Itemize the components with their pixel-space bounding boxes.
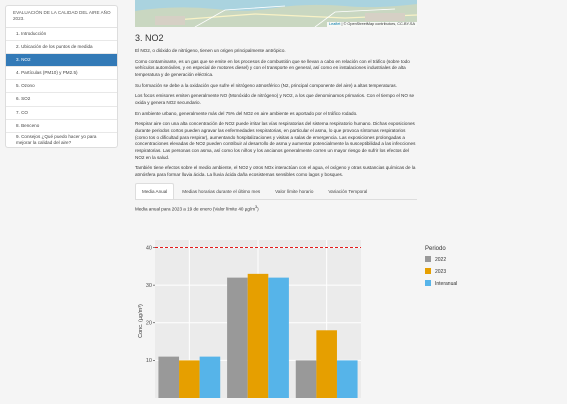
- toc-item[interactable]: 5. Ozono: [6, 80, 117, 93]
- bar-2022: [158, 357, 179, 398]
- tab-media-anual[interactable]: Media Anual: [135, 183, 174, 199]
- chart-tabs: [135, 183, 417, 200]
- bar-interanual: [268, 278, 289, 398]
- table-of-contents: [5, 5, 118, 148]
- osm-attribution: | © OpenStreetMap contributors, CC-BY-SA: [341, 21, 415, 26]
- y-tick-label: 20: [145, 320, 152, 327]
- legend-label: 2022: [435, 257, 447, 263]
- chart-caption: [135, 205, 417, 213]
- toc-item[interactable]: 4. Partículas (PM10) y PM2.5): [6, 67, 117, 80]
- toc-item[interactable]: 3. NO2: [6, 54, 117, 67]
- legend-key: [425, 256, 431, 262]
- bar-2022: [296, 360, 317, 398]
- tab-valor-limite-horario[interactable]: Valor límite horario: [275, 188, 314, 194]
- toc-item[interactable]: 1. Introducción: [6, 28, 117, 41]
- tab-variacion-temporal[interactable]: Variación Temporal: [328, 188, 368, 194]
- legend-title: Periodo: [425, 246, 446, 252]
- bar-interanual: [200, 357, 221, 398]
- y-tick-label: 40: [145, 245, 152, 252]
- y-tick-label: 10: [145, 358, 152, 365]
- y-tick-label: 30: [145, 282, 152, 289]
- bar-interanual: [337, 360, 358, 398]
- toc-item[interactable]: 7. CO: [6, 107, 117, 120]
- legend-key: [425, 280, 431, 286]
- paragraph: Respirar aire con una alta concentración de NO2 puede irritar las vías respiratorias del sistema respiratorio humano. Dichas exposiciones durante periodos cortos pueden agravar las enfermedades respiratorias, en particular el asma, lo que provoca síntomas respiratorios (como tos o dificultad para respirar), aumentando hospitalizaciones y visitas a salas de emergencia. Las exposiciones prolongadas a concentraciones elevadas de NO2 pueden contribuir al desarrollo de asma y aumentar potencialmente la susceptibilidad a las infecciones respiratorias. Las personas con asma, así como los niños y los ancianos generalmente corren un mayor riesgo de sufrir los efectos del NO2 en la salud.: [135, 121, 416, 160]
- bar-2023: [316, 330, 337, 398]
- section-title: 3. NO2: [135, 33, 164, 43]
- legend-label: Interanual: [435, 281, 458, 287]
- chart-caption-sup: 3: [255, 204, 258, 209]
- paragraph: Los focos emisores emiten generalmente NO (Monóxido de nitrógeno) y NO2, a los que denominamos primarios. Con el tiempo el NO se oxida y genera NO2 secundario.: [135, 93, 415, 105]
- toc-item[interactable]: 8. Benceno: [6, 120, 117, 133]
- no2-annual-chart: [135, 236, 465, 404]
- y-axis-label: Conc. (µg/m³): [138, 304, 144, 338]
- chart-caption-end: ): [257, 206, 259, 212]
- chart-caption-text: Media anual para 2023 a 19 de enero (Valor límite 40 µg/m: [135, 206, 256, 212]
- tab-medias-horarias[interactable]: Medias horarias durante el último mes: [182, 188, 261, 194]
- map[interactable]: [135, 0, 417, 27]
- main-content: [135, 28, 417, 213]
- map-attribution: [327, 22, 417, 28]
- legend-key: [425, 268, 431, 274]
- paragraph: Como contaminante, es un gas que se emite en los procesos de combustión que se llevan a cabo en relación con el tráfico (sobre todo vehículos automóviles, y en especial de motores diesel) y con el transporte en general, así como en instalaciones industriales de alta temperatura y de generación eléctrica.: [135, 58, 410, 78]
- bar-2023: [179, 360, 200, 398]
- paragraph: El NO2, o dióxido de nitrógeno, tienen un origen principalmente antrópico.: [135, 48, 286, 54]
- paragraph: En ambiente urbano, generalmente más del 75% del NO2 en aire ambiente es aportado por el tráfico rodado.: [135, 110, 358, 116]
- legend-label: 2023: [435, 269, 447, 275]
- toc-list: [6, 28, 117, 148]
- toc-item[interactable]: 6. SO2: [6, 93, 117, 106]
- leaflet-link[interactable]: Leaflet: [329, 21, 341, 26]
- toc-item[interactable]: 9. Consejos ¿Qué puedo hacer yo para mejorar la calidad del aire?: [6, 133, 117, 148]
- toc-item[interactable]: 2. Ubicación de los puntos de medida: [6, 41, 117, 54]
- chart-svg: [135, 236, 465, 404]
- paragraph: Su formación se debe a la oxidación que sufre el nitrógeno atmosférico (N2, principal componente del aire) a altas temperaturas.: [135, 82, 397, 88]
- bar-2023: [248, 274, 269, 398]
- paragraph: También tiene efectos sobre el medio ambiente, el NO2 y otros NOx interactúan con el agua, el oxígeno y otras sustancias químicas de la atmósfera para formar lluvia ácida. La lluvia ácida daña ecosistemas sensibles como lagos y bosques.: [135, 165, 416, 177]
- toc-title: EVALUACIÓN DE LA CALIDAD DEL AIRE AÑO 2023.: [6, 6, 117, 28]
- bar-2022: [227, 278, 248, 398]
